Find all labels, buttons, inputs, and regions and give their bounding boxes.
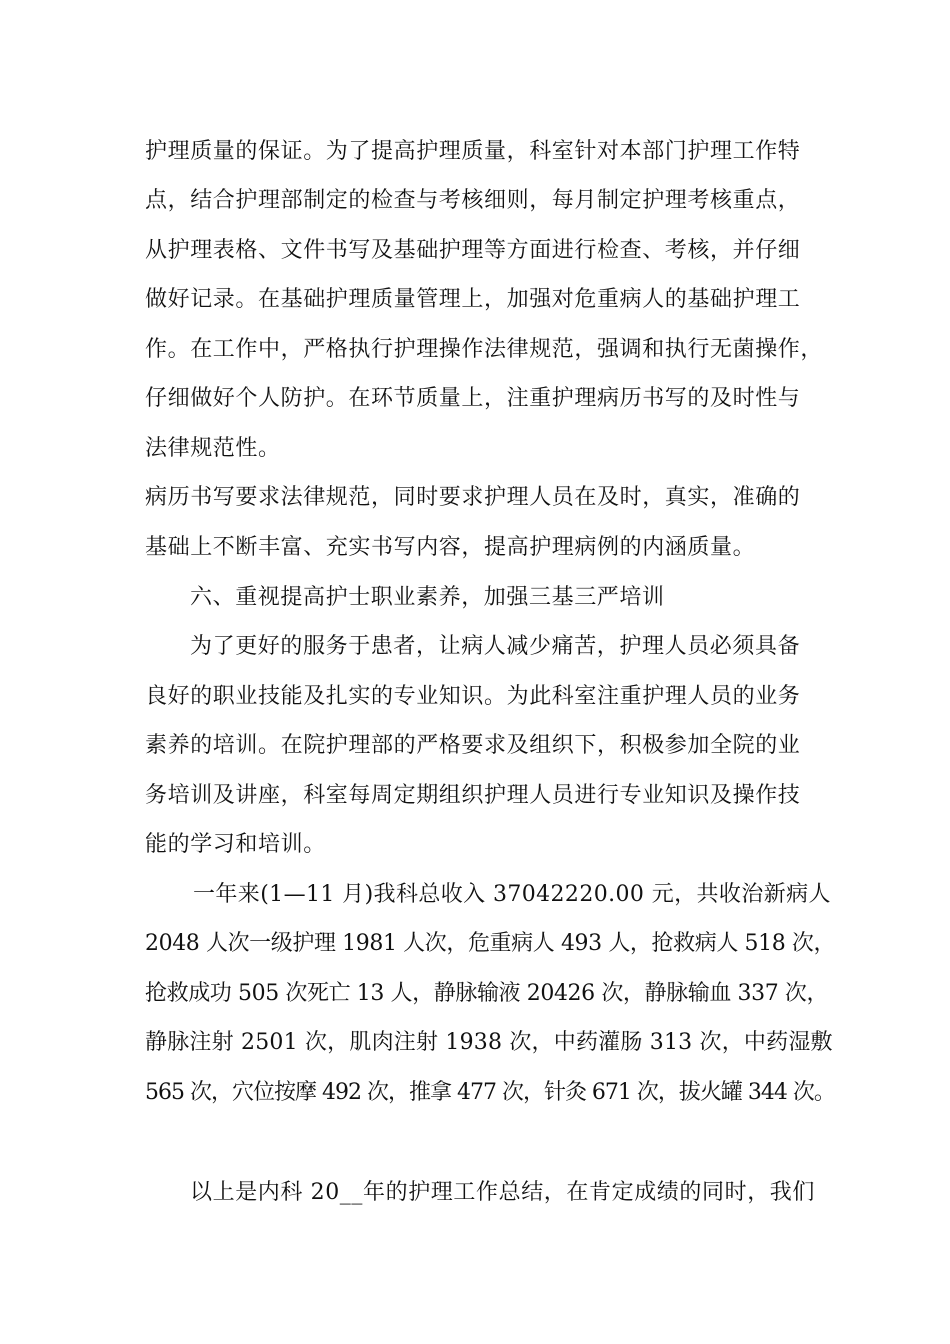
body-text-line: 良好的职业技能及扎实的专业知识。为此科室注重护理人员的业务 — [145, 684, 801, 709]
body-text-line: 仔细做好个人防护。在环节质量上，注重护理病历书写的及时性与 — [145, 386, 801, 411]
body-text-line: 基础上不断丰富、充实书写内容，提高护理病例的内涵质量。 — [145, 535, 756, 560]
body-text-line: 从护理表格、文件书写及基础护理等方面进行检查、考核，并仔细 — [145, 238, 801, 263]
body-text-line: 为了更好的服务于患者，让病人减少痛苦，护理人员必须具备 — [190, 634, 801, 659]
body-text-line: 护理质量的保证。为了提高护理质量，科室针对本部门护理工作特 — [145, 139, 801, 164]
body-text-line: 点，结合护理部制定的检查与考核细则，每月制定护理考核重点， — [145, 188, 801, 213]
body-text-line: 务培训及讲座，科室每周定期组织护理人员进行专业知识及操作技 — [145, 783, 801, 808]
body-text-line: 病历书写要求法律规范，同时要求护理人员在及时，真实，准确的 — [145, 485, 801, 510]
statistics-line: 静脉注射 2501 次，肌肉注射 1938 次，中药灌肠 313 次，中药湿敷 — [145, 1030, 833, 1055]
body-text-line: 素养的培训。在院护理部的严格要求及组织下，积极参加全院的业 — [145, 733, 801, 758]
statistics-line: 2048 人次一级护理 1981 人次，危重病人 493 人，抢救病人 518 次， — [145, 931, 836, 956]
statistics-line: 565 次，穴位按摩 492 次，推拿 477 次，针灸 671 次，拔火罐 344 次。 — [145, 1080, 835, 1105]
body-text-line: 以上是内科 20__年的护理工作总结，在肯定成绩的同时，我们 — [190, 1180, 815, 1205]
statistics-line: 一年来(1—11 月)我科总收入 37042220.00 元，共收治新病人 — [193, 882, 831, 907]
body-text-line: 做好记录。在基础护理质量管理上，加强对危重病人的基础护理工 — [145, 287, 801, 312]
section-heading: 六、重视提高护士职业素养，加强三基三严培训 — [190, 585, 665, 610]
statistics-line: 抢救成功 505 次死亡 13 人，静脉输液 20426 次，静脉输血 337 次， — [145, 981, 829, 1006]
body-text-line: 能的学习和培训。 — [145, 832, 326, 857]
body-text-line: 作。在工作中，严格执行护理操作法律规范，强调和执行无菌操作， — [145, 337, 824, 362]
body-text-line: 法律规范性。 — [145, 436, 281, 461]
